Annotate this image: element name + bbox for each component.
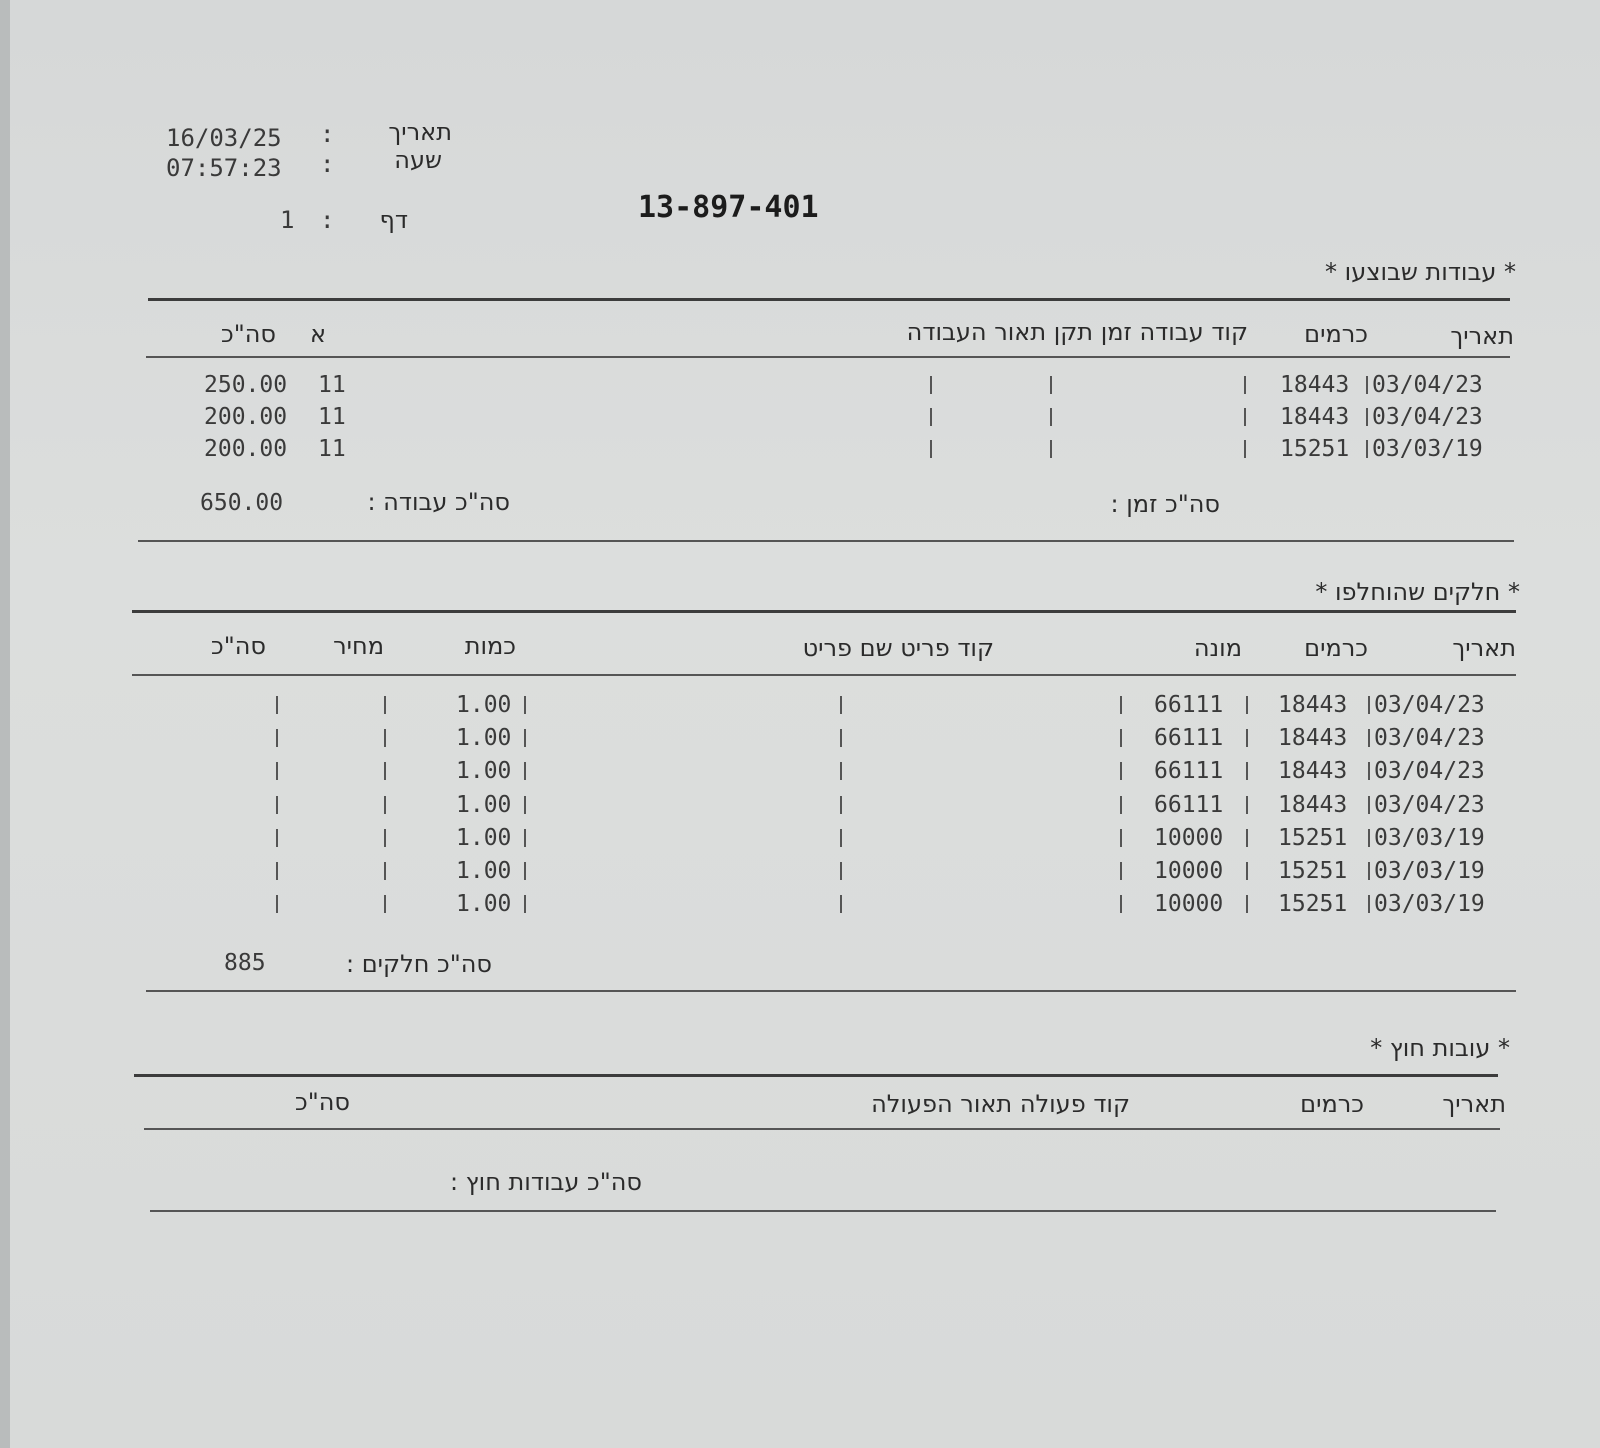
column-divider: [524, 696, 526, 714]
part-date: 03/04/23: [1374, 791, 1485, 818]
outside-section-title: * עובות חוץ *: [1370, 1034, 1510, 1062]
column-divider: [524, 895, 526, 913]
outside-col-description: קוד פעולה תאור הפעולה: [871, 1090, 1130, 1118]
work-km: 18443: [1280, 372, 1350, 398]
column-divider: [1050, 440, 1052, 458]
column-divider: [1368, 729, 1370, 747]
part-date: 03/04/23: [1374, 758, 1485, 785]
time-label: שעה: [394, 146, 442, 174]
column-divider: [1246, 729, 1248, 747]
column-divider: [1368, 829, 1370, 847]
work-date: 03/03/19: [1372, 436, 1483, 462]
column-divider: [1366, 408, 1368, 426]
parts-col-price: מחיר: [333, 632, 384, 660]
column-divider: [524, 829, 526, 847]
outside-total-label: סה"כ עבודות חוץ :: [450, 1168, 642, 1196]
part-meter: 10000: [1154, 858, 1224, 884]
part-date: 03/04/23: [1374, 725, 1485, 752]
part-quantity: 1.00: [456, 824, 512, 851]
part-date: 03/03/19: [1374, 858, 1485, 884]
part-date: 03/03/19: [1374, 891, 1485, 918]
column-divider: [840, 796, 842, 814]
date-separator: :: [320, 120, 335, 148]
column-divider: [840, 696, 842, 714]
column-divider: [1246, 696, 1248, 714]
column-divider: [276, 696, 278, 714]
parts-total-value: 885: [224, 950, 266, 976]
column-divider: [276, 862, 278, 880]
column-divider: [276, 762, 278, 780]
work-total: 200.00: [204, 436, 288, 462]
parts-bottom-rule: [146, 990, 1516, 992]
column-divider: [1246, 762, 1248, 780]
column-divider: [276, 796, 278, 814]
part-quantity: 1.00: [456, 791, 512, 818]
work-a-code: 11: [318, 436, 346, 462]
outside-top-rule: [134, 1074, 1498, 1077]
column-divider: [1368, 895, 1370, 913]
part-date: 03/04/23: [1374, 692, 1485, 718]
work-total: 200.00: [204, 404, 288, 430]
part-meter: 66111: [1154, 758, 1224, 785]
column-divider: [384, 796, 386, 814]
column-divider: [276, 829, 278, 847]
part-quantity: 1.00: [456, 891, 512, 918]
outside-col-total: סה"כ: [295, 1088, 350, 1116]
part-meter: 66111: [1154, 725, 1224, 752]
page-separator: :: [320, 206, 335, 234]
part-date: 03/03/19: [1374, 824, 1485, 851]
column-divider: [524, 762, 526, 780]
column-divider: [1246, 862, 1248, 880]
column-divider: [1366, 440, 1368, 458]
part-km: 15251: [1278, 824, 1348, 851]
column-divider: [384, 862, 386, 880]
column-divider: [384, 829, 386, 847]
column-divider: [276, 895, 278, 913]
column-divider: [1368, 862, 1370, 880]
part-meter: 10000: [1154, 824, 1224, 851]
works-col-a: א: [309, 320, 326, 348]
column-divider: [1120, 862, 1122, 880]
works-col-date: תאריך: [1450, 322, 1514, 350]
parts-header-rule: [132, 674, 1516, 676]
parts-total-label: סה"כ חלקים :: [346, 950, 492, 978]
parts-top-rule: [132, 610, 1516, 613]
parts-col-description: קוד פריט שם פריט: [802, 634, 994, 662]
column-divider: [1050, 376, 1052, 394]
work-date: 03/04/23: [1372, 372, 1483, 398]
work-date: 03/04/23: [1372, 404, 1483, 430]
works-col-description: קוד עבודה זמן תקן תאור העבודה: [906, 318, 1248, 346]
part-km: 15251: [1278, 858, 1348, 884]
column-divider: [384, 762, 386, 780]
work-km: 15251: [1280, 436, 1350, 462]
works-labor-total-value: 650.00: [200, 490, 284, 516]
printed-sheet: [10, 0, 1600, 1448]
part-quantity: 1.00: [456, 858, 512, 884]
column-divider: [1120, 762, 1122, 780]
column-divider: [384, 696, 386, 714]
parts-col-total: סה"כ: [211, 632, 266, 660]
part-quantity: 1.00: [456, 692, 512, 718]
works-section-title: * עבודות שבוצעו *: [1325, 258, 1516, 286]
work-km: 18443: [1280, 404, 1350, 430]
part-km: 18443: [1278, 725, 1348, 752]
work-a-code: 11: [318, 404, 346, 430]
page-number: 1: [280, 206, 295, 234]
works-header-rule: [146, 356, 1510, 358]
print-date: 16/03/25: [166, 124, 282, 152]
column-divider: [384, 895, 386, 913]
document-number: 13-897-401: [638, 190, 819, 225]
work-total: 250.00: [204, 372, 288, 398]
works-labor-total-label: סה"כ עבודה :: [367, 488, 510, 516]
part-quantity: 1.00: [456, 758, 512, 785]
column-divider: [930, 408, 932, 426]
print-time: 07:57:23: [166, 154, 282, 182]
column-divider: [1246, 796, 1248, 814]
column-divider: [840, 729, 842, 747]
column-divider: [840, 762, 842, 780]
column-divider: [1120, 696, 1122, 714]
column-divider: [1368, 762, 1370, 780]
column-divider: [1120, 829, 1122, 847]
parts-col-date: תאריך: [1452, 634, 1516, 662]
parts-col-meter: מונה: [1193, 634, 1242, 662]
works-bottom-rule: [138, 540, 1514, 542]
outside-bottom-rule: [150, 1210, 1496, 1212]
column-divider: [840, 829, 842, 847]
column-divider: [840, 862, 842, 880]
part-km: 18443: [1278, 692, 1348, 718]
column-divider: [1368, 696, 1370, 714]
column-divider: [1244, 376, 1246, 394]
column-divider: [276, 729, 278, 747]
column-divider: [1244, 408, 1246, 426]
parts-section-title: * חלקים שהוחלפו *: [1315, 578, 1520, 606]
column-divider: [930, 440, 932, 458]
part-meter: 10000: [1154, 891, 1224, 918]
column-divider: [840, 895, 842, 913]
part-meter: 66111: [1154, 692, 1224, 718]
column-divider: [1246, 895, 1248, 913]
column-divider: [524, 862, 526, 880]
column-divider: [1244, 440, 1246, 458]
column-divider: [384, 729, 386, 747]
column-divider: [524, 796, 526, 814]
time-separator: :: [320, 150, 335, 178]
part-quantity: 1.00: [456, 725, 512, 752]
outside-header-rule: [144, 1128, 1500, 1130]
column-divider: [1366, 376, 1368, 394]
part-meter: 66111: [1154, 791, 1224, 818]
column-divider: [1050, 408, 1052, 426]
works-time-total-label: סה"כ זמן :: [1110, 490, 1220, 518]
column-divider: [1368, 796, 1370, 814]
outside-col-km: כרמים: [1300, 1090, 1364, 1118]
parts-col-quantity: כמות: [464, 632, 516, 660]
part-km: 15251: [1278, 891, 1348, 918]
works-top-rule: [148, 298, 1510, 301]
part-km: 18443: [1278, 791, 1348, 818]
date-label: תאריך: [388, 118, 452, 146]
column-divider: [1246, 829, 1248, 847]
works-col-total: סה"כ: [221, 320, 276, 348]
part-km: 18443: [1278, 758, 1348, 785]
column-divider: [524, 729, 526, 747]
page-label: דף: [379, 206, 408, 234]
column-divider: [1120, 796, 1122, 814]
column-divider: [1120, 729, 1122, 747]
works-col-km: כרמים: [1304, 320, 1368, 348]
parts-col-km: כרמים: [1304, 634, 1368, 662]
column-divider: [930, 376, 932, 394]
outside-col-date: תאריך: [1442, 1090, 1506, 1118]
work-a-code: 11: [318, 372, 346, 398]
column-divider: [1120, 895, 1122, 913]
